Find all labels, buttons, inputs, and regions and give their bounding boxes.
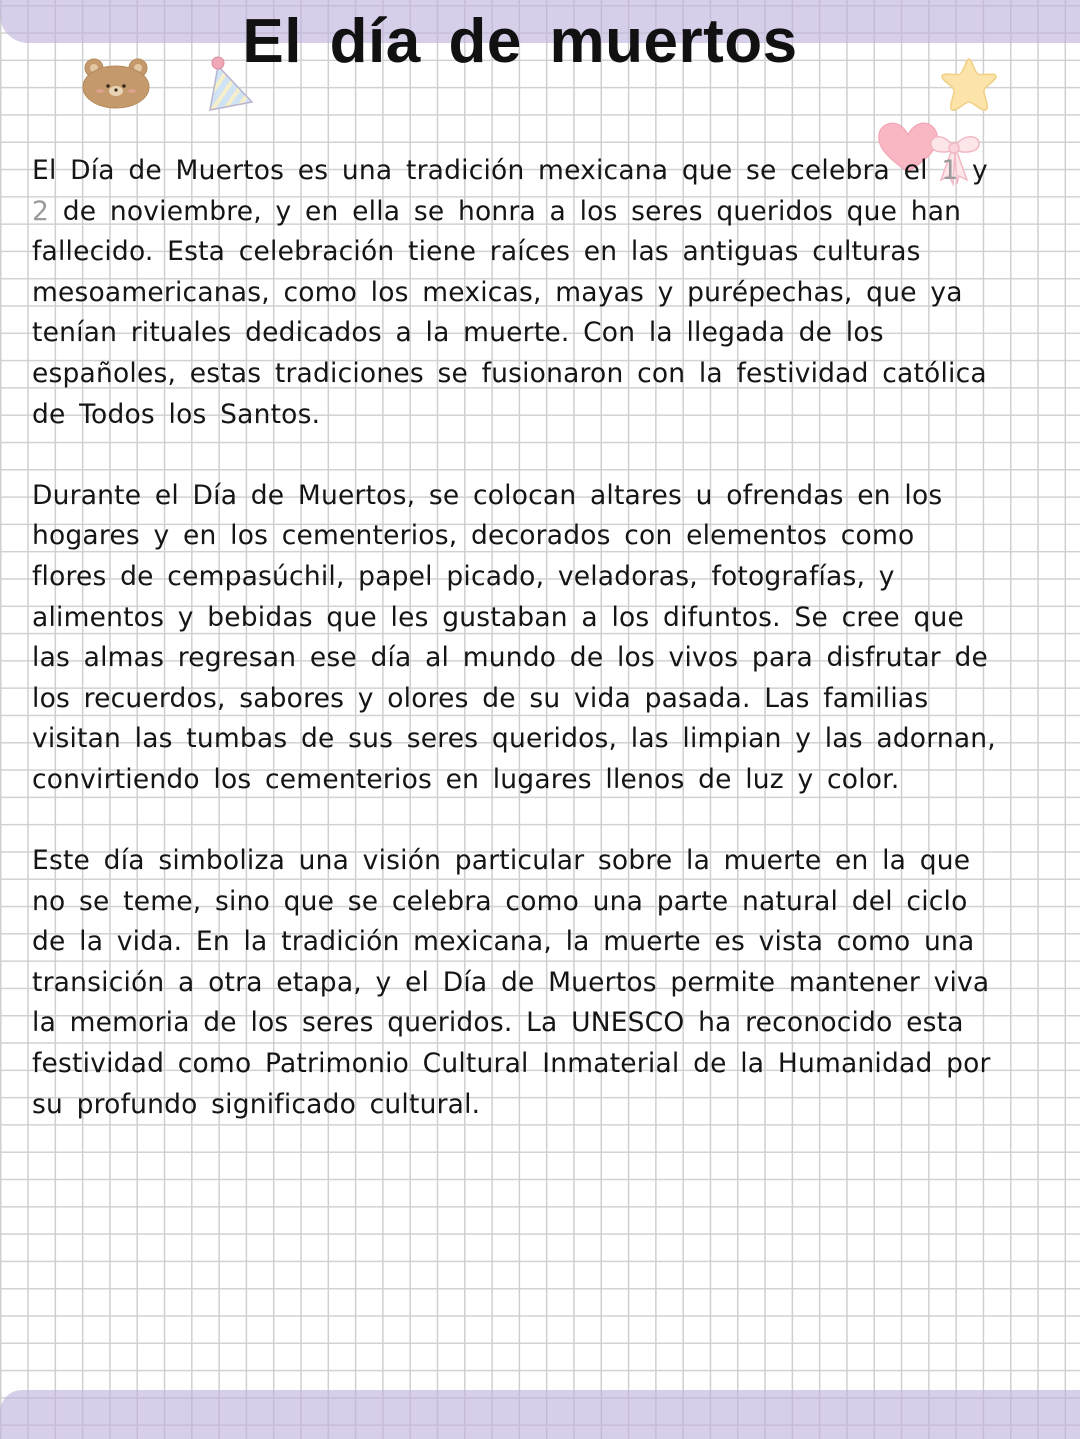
footer-band	[0, 1390, 1080, 1439]
text-line: festividad como Patrimonio Cultural Inmaterial de la Humanidad por	[32, 1048, 991, 1080]
paragraph-1	[32, 151, 1042, 435]
text-line: transición a otra etapa, y el Día de Muertos permite mantener viva	[32, 966, 990, 998]
text-line: tenían rituales dedicados a la muerte. Con la llegada de los	[32, 317, 884, 349]
text-line: alimentos y bebidas que les gustaban a los difuntos. Se cree que	[32, 601, 964, 633]
text-line	[32, 151, 1042, 192]
text-line	[32, 192, 1042, 233]
text-line: hogares y en los cementerios, decorados con elementos como	[32, 520, 915, 552]
text-line-segment: El Día de Muertos es una tradición mexicana que se celebra el	[32, 155, 928, 186]
text-line: de la vida. En la tradición mexicana, la muerte es vista como una	[32, 926, 975, 958]
bear-face-icon	[80, 56, 152, 110]
text-line: Durante el Día de Muertos, se colocan altares u ofrendas en los	[32, 479, 943, 511]
text-line: de Todos los Santos.	[32, 398, 321, 430]
text-line: fallecido. Esta celebración tiene raíces en las antiguas culturas	[32, 236, 921, 268]
paragraph-3	[32, 841, 1042, 1125]
text-line: los recuerdos, sabores y olores de su vida pasada. Las familias	[32, 682, 929, 714]
text-line: Este día simboliza una visión particular sobre la muerte en la que	[32, 845, 971, 877]
text-line-segment: de noviembre, y en ella se honra a los seres queridos que han	[62, 195, 962, 227]
party-hat-icon	[200, 54, 256, 116]
day-two-number: 2	[32, 195, 50, 227]
star-icon	[938, 56, 1000, 114]
text-line: la memoria de los seres queridos. La UNESCO ha reconocido esta	[32, 1007, 964, 1039]
text-line: mesoamericanas, como los mexicas, mayas y purépechas, que ya	[32, 276, 963, 308]
text-line: las almas regresan ese día al mundo de los vivos para disfrutar de	[32, 642, 989, 674]
text-line: flores de cempasúchil, papel picado, veladoras, fotografías, y	[32, 560, 895, 592]
text-line: su profundo significado cultural.	[32, 1088, 481, 1120]
text-line: visitan las tumbas de sus seres queridos, las limpian y las adornan,	[32, 723, 996, 755]
text-line: no se teme, sino que se celebra como una parte natural del ciclo	[32, 885, 968, 917]
text-line: convirtiendo los cementerios en lugares llenos de luz y color.	[32, 763, 900, 795]
article-body	[32, 151, 1042, 1166]
text-line-segment: y	[972, 155, 988, 186]
page-title: El día de muertos	[242, 7, 798, 76]
text-line: españoles, estas tradiciones se fusionaron con la festividad católica	[32, 357, 987, 389]
paragraph-2	[32, 476, 1042, 801]
day-one-number: 1	[941, 155, 959, 186]
